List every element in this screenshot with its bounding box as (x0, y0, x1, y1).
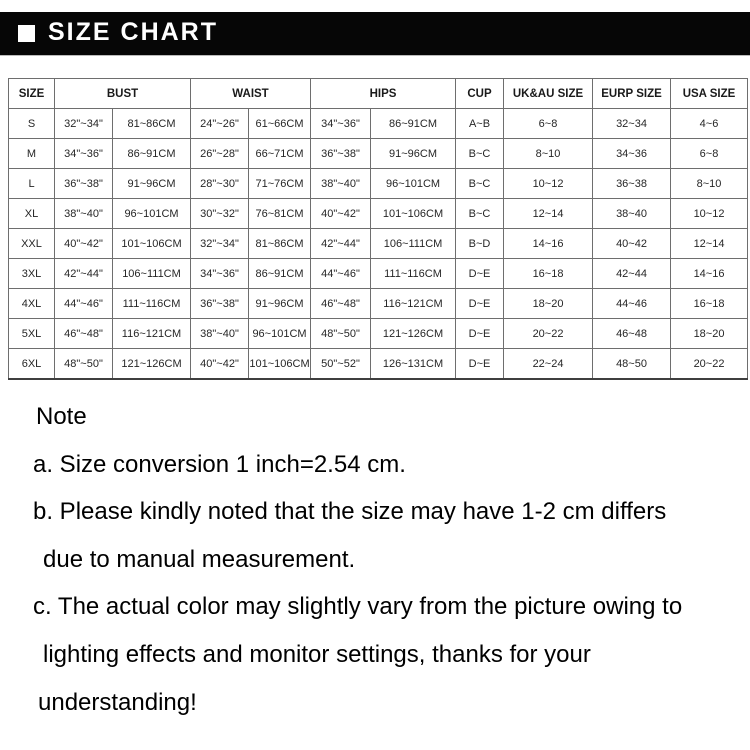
value-cell: 8~10 (504, 139, 593, 169)
value-cell: 126~131CM (371, 349, 456, 380)
size-cell: XL (9, 199, 55, 229)
value-cell: 44~46 (593, 289, 671, 319)
value-cell: 34"~36" (311, 109, 371, 139)
column-header: HIPS (311, 79, 456, 109)
size-cell: L (9, 169, 55, 199)
column-header: CUP (456, 79, 504, 109)
note-line: b. Please kindly noted that the size may have 1-2 cm differs (33, 498, 667, 526)
value-cell: 36~38 (593, 169, 671, 199)
note-line: due to manual measurement. (43, 545, 356, 573)
value-cell: 14~16 (504, 229, 593, 259)
value-cell: 10~12 (671, 199, 748, 229)
value-cell: 6~8 (504, 109, 593, 139)
value-cell: D~E (456, 289, 504, 319)
note-line: lighting effects and monitor settings, thanks for your (43, 640, 591, 668)
value-cell: 34"~36" (55, 139, 113, 169)
size-cell: 4XL (9, 289, 55, 319)
value-cell: 111~116CM (371, 259, 456, 289)
value-cell: 40"~42" (55, 229, 113, 259)
value-cell: 38"~40" (191, 319, 249, 349)
value-cell: 30"~32" (191, 199, 249, 229)
value-cell: 86~91CM (113, 139, 191, 169)
value-cell: 116~121CM (371, 289, 456, 319)
value-cell: 38"~40" (55, 199, 113, 229)
table-header-row (9, 79, 748, 109)
value-cell: 38"~40" (311, 169, 371, 199)
value-cell: A~B (456, 109, 504, 139)
table-row (9, 349, 748, 380)
value-cell: B~D (456, 229, 504, 259)
value-cell: 38~40 (593, 199, 671, 229)
notes-section (33, 393, 743, 726)
value-cell: 10~12 (504, 169, 593, 199)
value-cell: 12~14 (504, 199, 593, 229)
column-header: WAIST (191, 79, 311, 109)
value-cell: 101~106CM (249, 349, 311, 380)
value-cell: 86~91CM (371, 109, 456, 139)
value-cell: 40"~42" (311, 199, 371, 229)
value-cell: 32"~34" (191, 229, 249, 259)
value-cell: 28"~30" (191, 169, 249, 199)
table-row (9, 199, 748, 229)
value-cell: 42"~44" (311, 229, 371, 259)
value-cell: 71~76CM (249, 169, 311, 199)
value-cell: 12~14 (671, 229, 748, 259)
value-cell: 34~36 (593, 139, 671, 169)
value-cell: 48"~50" (311, 319, 371, 349)
value-cell: 121~126CM (371, 319, 456, 349)
value-cell: B~C (456, 169, 504, 199)
value-cell: 26"~28" (191, 139, 249, 169)
size-cell: 6XL (9, 349, 55, 380)
value-cell: 40~42 (593, 229, 671, 259)
value-cell: 50"~52" (311, 349, 371, 380)
value-cell: 76~81CM (249, 199, 311, 229)
size-cell: XXL (9, 229, 55, 259)
value-cell: 32~34 (593, 109, 671, 139)
table-body (9, 109, 748, 380)
value-cell: 4~6 (671, 109, 748, 139)
value-cell: 96~101CM (371, 169, 456, 199)
value-cell: D~E (456, 259, 504, 289)
value-cell: 91~96CM (113, 169, 191, 199)
value-cell: 36"~38" (55, 169, 113, 199)
value-cell: 48"~50" (55, 349, 113, 380)
value-cell: 46~48 (593, 319, 671, 349)
value-cell: 116~121CM (113, 319, 191, 349)
value-cell: 8~10 (671, 169, 748, 199)
value-cell: 34"~36" (191, 259, 249, 289)
value-cell: 24"~26" (191, 109, 249, 139)
value-cell: 42~44 (593, 259, 671, 289)
value-cell: 106~111CM (113, 259, 191, 289)
value-cell: 111~116CM (113, 289, 191, 319)
value-cell: 66~71CM (249, 139, 311, 169)
value-cell: D~E (456, 349, 504, 380)
value-cell: 48~50 (593, 349, 671, 380)
value-cell: 96~101CM (113, 199, 191, 229)
column-header: USA SIZE (671, 79, 748, 109)
note-line: understanding! (38, 688, 197, 716)
square-bullet-icon (18, 25, 35, 42)
table-row (9, 139, 748, 169)
table-row (9, 169, 748, 199)
value-cell: 22~24 (504, 349, 593, 380)
value-cell: 36"~38" (191, 289, 249, 319)
value-cell: 101~106CM (371, 199, 456, 229)
value-cell: 40"~42" (191, 349, 249, 380)
size-cell: M (9, 139, 55, 169)
column-header: UK&AU SIZE (504, 79, 593, 109)
table-row (9, 109, 748, 139)
value-cell: 32"~34" (55, 109, 113, 139)
value-cell: 81~86CM (113, 109, 191, 139)
note-line: c. The actual color may slightly vary from the picture owing to (33, 593, 683, 621)
value-cell: 121~126CM (113, 349, 191, 380)
value-cell: 106~111CM (371, 229, 456, 259)
value-cell: 44"~46" (55, 289, 113, 319)
value-cell: 16~18 (671, 289, 748, 319)
value-cell: B~C (456, 199, 504, 229)
value-cell: 96~101CM (249, 319, 311, 349)
table-row (9, 319, 748, 349)
table-row (9, 259, 748, 289)
table-row (9, 289, 748, 319)
value-cell: 101~106CM (113, 229, 191, 259)
size-chart-table (8, 78, 748, 380)
value-cell: 18~20 (671, 319, 748, 349)
value-cell: 6~8 (671, 139, 748, 169)
page-title: SIZE CHART (48, 18, 218, 46)
notes-heading: Note (36, 403, 87, 430)
value-cell: 46"~48" (55, 319, 113, 349)
value-cell: 36"~38" (311, 139, 371, 169)
value-cell: 16~18 (504, 259, 593, 289)
value-cell: 91~96CM (371, 139, 456, 169)
value-cell: 86~91CM (249, 259, 311, 289)
value-cell: 46"~48" (311, 289, 371, 319)
value-cell: 91~96CM (249, 289, 311, 319)
value-cell: 44"~46" (311, 259, 371, 289)
column-header: EURP SIZE (593, 79, 671, 109)
size-chart-header (0, 12, 750, 55)
column-header: BUST (55, 79, 191, 109)
value-cell: 61~66CM (249, 109, 311, 139)
value-cell: 14~16 (671, 259, 748, 289)
column-header: SIZE (9, 79, 55, 109)
value-cell: B~C (456, 139, 504, 169)
size-cell: 3XL (9, 259, 55, 289)
value-cell: 20~22 (504, 319, 593, 349)
value-cell: 20~22 (671, 349, 748, 380)
table-row (9, 229, 748, 259)
size-cell: S (9, 109, 55, 139)
value-cell: 42"~44" (55, 259, 113, 289)
value-cell: 81~86CM (249, 229, 311, 259)
note-line: a. Size conversion 1 inch=2.54 cm. (33, 450, 406, 478)
value-cell: 18~20 (504, 289, 593, 319)
size-cell: 5XL (9, 319, 55, 349)
value-cell: D~E (456, 319, 504, 349)
